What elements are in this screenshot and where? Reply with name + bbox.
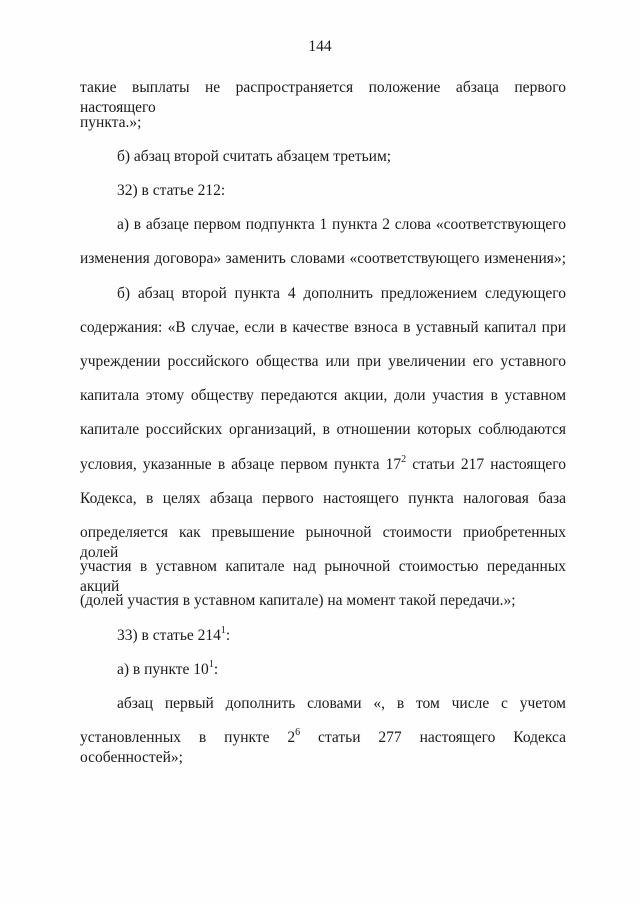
- text-line: капитале российских организаций, в отношении которых соблюдаются: [80, 421, 566, 438]
- text-line: б) абзац второй пункта 4 дополнить предложением следующего: [117, 285, 566, 302]
- text-line: 32) в статье 212:: [117, 182, 226, 199]
- text-line: б) абзац второй считать абзацем третьим;: [117, 148, 392, 165]
- text-line: абзац первый дополнить словами «, в том числе с учетом: [117, 695, 566, 712]
- line-text: :: [225, 627, 231, 644]
- text-line: Кодекса, в целях абзаца первого настоящего пункта налоговая база: [80, 490, 566, 507]
- text-line: (долей участия в уставном капитале) на момент такой передачи.»;: [80, 592, 516, 609]
- text-line: содержания: «В случае, если в качестве взноса в уставный капитал при: [80, 319, 566, 336]
- line-text: 33) в статье 214: [117, 627, 221, 644]
- line-text: :: [213, 661, 219, 678]
- text-line: изменения договора» заменить словами «соответствующего изменения»;: [80, 250, 566, 267]
- superscript: 1: [208, 658, 214, 670]
- superscript: 6: [295, 726, 301, 738]
- text-line: пункта.»;: [80, 114, 142, 131]
- line-text: статьи 277 настоящего Кодекса особенностей»;: [80, 729, 566, 766]
- text-line: [80, 728, 566, 768]
- line-text: а) в пункте 10: [117, 661, 209, 678]
- text-line: определяется как превышение рыночной стоимости приобретенных долей: [80, 524, 566, 561]
- line-text: условия, указанные в абзаце первом пункта 17: [80, 456, 402, 473]
- line-text: статьи 217 настоящего: [406, 456, 567, 473]
- text-line: учреждении российского общества или при увеличении его уставного: [80, 353, 566, 370]
- page-number: 144: [308, 38, 332, 55]
- text-line: капитала этому обществу передаются акции, доли участия в уставном: [80, 387, 566, 404]
- text-line: [80, 455, 566, 475]
- text-line: [117, 626, 566, 646]
- text-line: такие выплаты не распространяется положение абзаца первого настоящего: [80, 79, 566, 116]
- superscript: 1: [220, 624, 226, 636]
- text-line: а) в абзаце первом подпункта 1 пункта 2 слова «соответствующего: [117, 216, 566, 233]
- line-text: установленных в пункте 2: [80, 729, 296, 746]
- superscript: 2: [401, 453, 407, 465]
- text-line: [117, 660, 566, 680]
- text-line: участия в уставном капитале над рыночной стоимостью переданных акций: [80, 558, 566, 595]
